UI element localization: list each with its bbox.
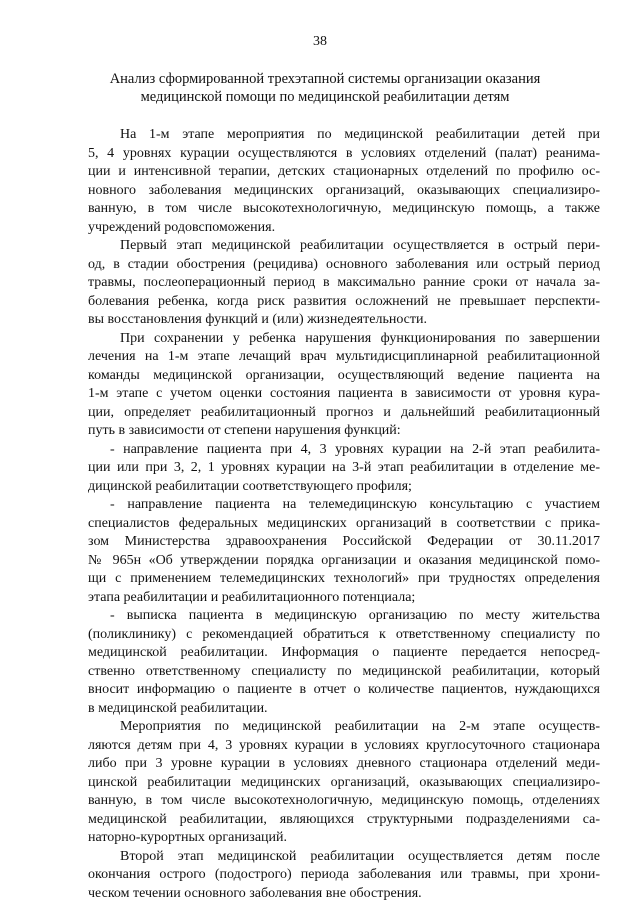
paragraph-line: команды медицинской организации, осуществляющий ведение пациента на	[88, 367, 600, 383]
paragraph-line: новного заболевания медицинских организаций, оказывающих специализиро-	[88, 182, 600, 198]
paragraph-line: Второй этап медицинской реабилитации осуществляется детям после	[120, 848, 600, 864]
paragraph-line: 1-м этапе с учетом оценки состояния пациента в зависимости от уровня кура-	[88, 386, 600, 401]
paragraph-line: вносит информацию о пациенте в отчет о количестве пациентов, нуждающихся	[88, 682, 600, 697]
paragraph-line: (поликлинику) с рекомендацией обратиться к ответственному специалисту по	[88, 626, 600, 642]
paragraph-line: - направление пациента на телемедицинскую консультацию с участием	[110, 497, 600, 512]
paragraph	[88, 718, 600, 848]
paragraph-line: На 1-м этапе мероприятия по медицинской реабилитации детей при	[120, 127, 600, 142]
paragraph-line: ции и интенсивной терапии, детских стационарных отделений по профилю ос-	[88, 164, 600, 179]
paragraph-line: од, в стадии обострения (рецидива) основного заболевания или острый период	[88, 256, 600, 272]
paragraph-line: щи с применением телемедицинских технологий» при трудностях определения	[88, 571, 600, 586]
paragraph	[88, 496, 600, 607]
paragraph-line: путь в зависимости от степени нарушения функций:	[88, 423, 401, 438]
paragraph-line: наторно-курортных организаций.	[88, 830, 288, 845]
paragraph-line: ванную, в том числе высокотехнологичную, медицинскую помощь, отделениях	[88, 793, 600, 808]
paragraph-line: - выписка пациента в медицинскую организацию по месту жительства	[110, 608, 600, 623]
paragraph-line: цинской реабилитации медицинских организаций, оказывающих специализиро-	[88, 774, 600, 790]
paragraph-line: ляются детям при 4, 3 уровнях курации в условиях круглосуточного стационара	[88, 737, 600, 753]
paragraph-line: ванную, в том числе высокотехнологичную, медицинскую помощь, а также	[88, 201, 600, 216]
paragraph-line: При сохранении у ребенка нарушения функционирования по завершении	[120, 330, 600, 346]
paragraph-line: вы восстановления функций и (или) жизнедеятельности.	[88, 312, 427, 327]
paragraph-line: специалистов федеральных медицинских организаций в соответствии с прика-	[88, 515, 600, 531]
page-number: 38	[313, 34, 327, 49]
paragraph	[88, 441, 600, 497]
paragraph-line: болевания ребенка, когда риск развития осложнений не превышает перспекти-	[88, 293, 600, 309]
paragraph-line: - направление пациента при 4, 3 уровнях курации на 2-й этап реабилита-	[110, 441, 600, 457]
paragraph-line: в медицинской реабилитации.	[88, 700, 268, 716]
paragraph-line: зом Министерства здравоохранения Российской Федерации от 30.11.2017	[88, 534, 600, 549]
paragraph-line: ственно ответственному специалисту по медицинской реабилитации, который	[88, 663, 600, 679]
paragraph-line: травмы, послеоперационный период в максимально ранние сроки от начала за-	[88, 275, 600, 290]
paragraph-line: дицинской реабилитации соответствующего профиля;	[88, 478, 412, 494]
section-title	[105, 70, 545, 106]
paragraph-line: учреждений родовспоможения.	[88, 219, 276, 235]
paragraph-line: медицинской реабилитации, являющихся структурными подразделениями са-	[88, 811, 600, 827]
section-title-line: медицинской помощи по медицинской реабилитации детям	[140, 89, 510, 105]
paragraph-line: 5, 4 уровнях курации осуществляются в условиях отделений (палат) реанима-	[88, 145, 600, 161]
paragraph-line: лечения на 1-м этапе лечащий врач мультидисциплинарной реабилитационной	[88, 349, 600, 364]
paragraph-line: Мероприятия по медицинской реабилитации на 2-м этапе осуществ-	[120, 719, 600, 734]
paragraph-line: этапа реабилитации и реабилитационного потенциала;	[88, 589, 416, 605]
section-title-line: Анализ сформированной трехэтапной системы организации оказания	[109, 71, 541, 87]
paragraph-line: ческом течении основного заболевания вне обострения.	[88, 885, 422, 901]
paragraph-line: медицинской реабилитации. Информация о пациенте передается непосред-	[88, 645, 600, 660]
document-body	[88, 126, 600, 903]
paragraph-line: окончания острого (подострого) периода заболевания или травмы, при хрони-	[88, 867, 600, 882]
paragraph-line: № 965н «Об утверждении порядка организации и оказания медицинской помо-	[88, 552, 600, 568]
paragraph	[88, 126, 600, 237]
paragraph	[88, 237, 600, 330]
paragraph-line: ции или при 3, 2, 1 уровнях курации на 3-й этап реабилитации в отделение ме-	[88, 460, 600, 475]
paragraph	[88, 330, 600, 441]
paragraph-line: ции, определяет реабилитационный прогноз и дальнейший реабилитационный	[88, 404, 600, 420]
paragraph	[88, 848, 600, 904]
paragraph-line: Первый этап медицинской реабилитации осуществляется в острый пери-	[120, 238, 600, 253]
paragraph	[88, 607, 600, 718]
paragraph-line: либо при 3 уровне курации в условиях дневного стационара отделений меди-	[88, 756, 600, 771]
